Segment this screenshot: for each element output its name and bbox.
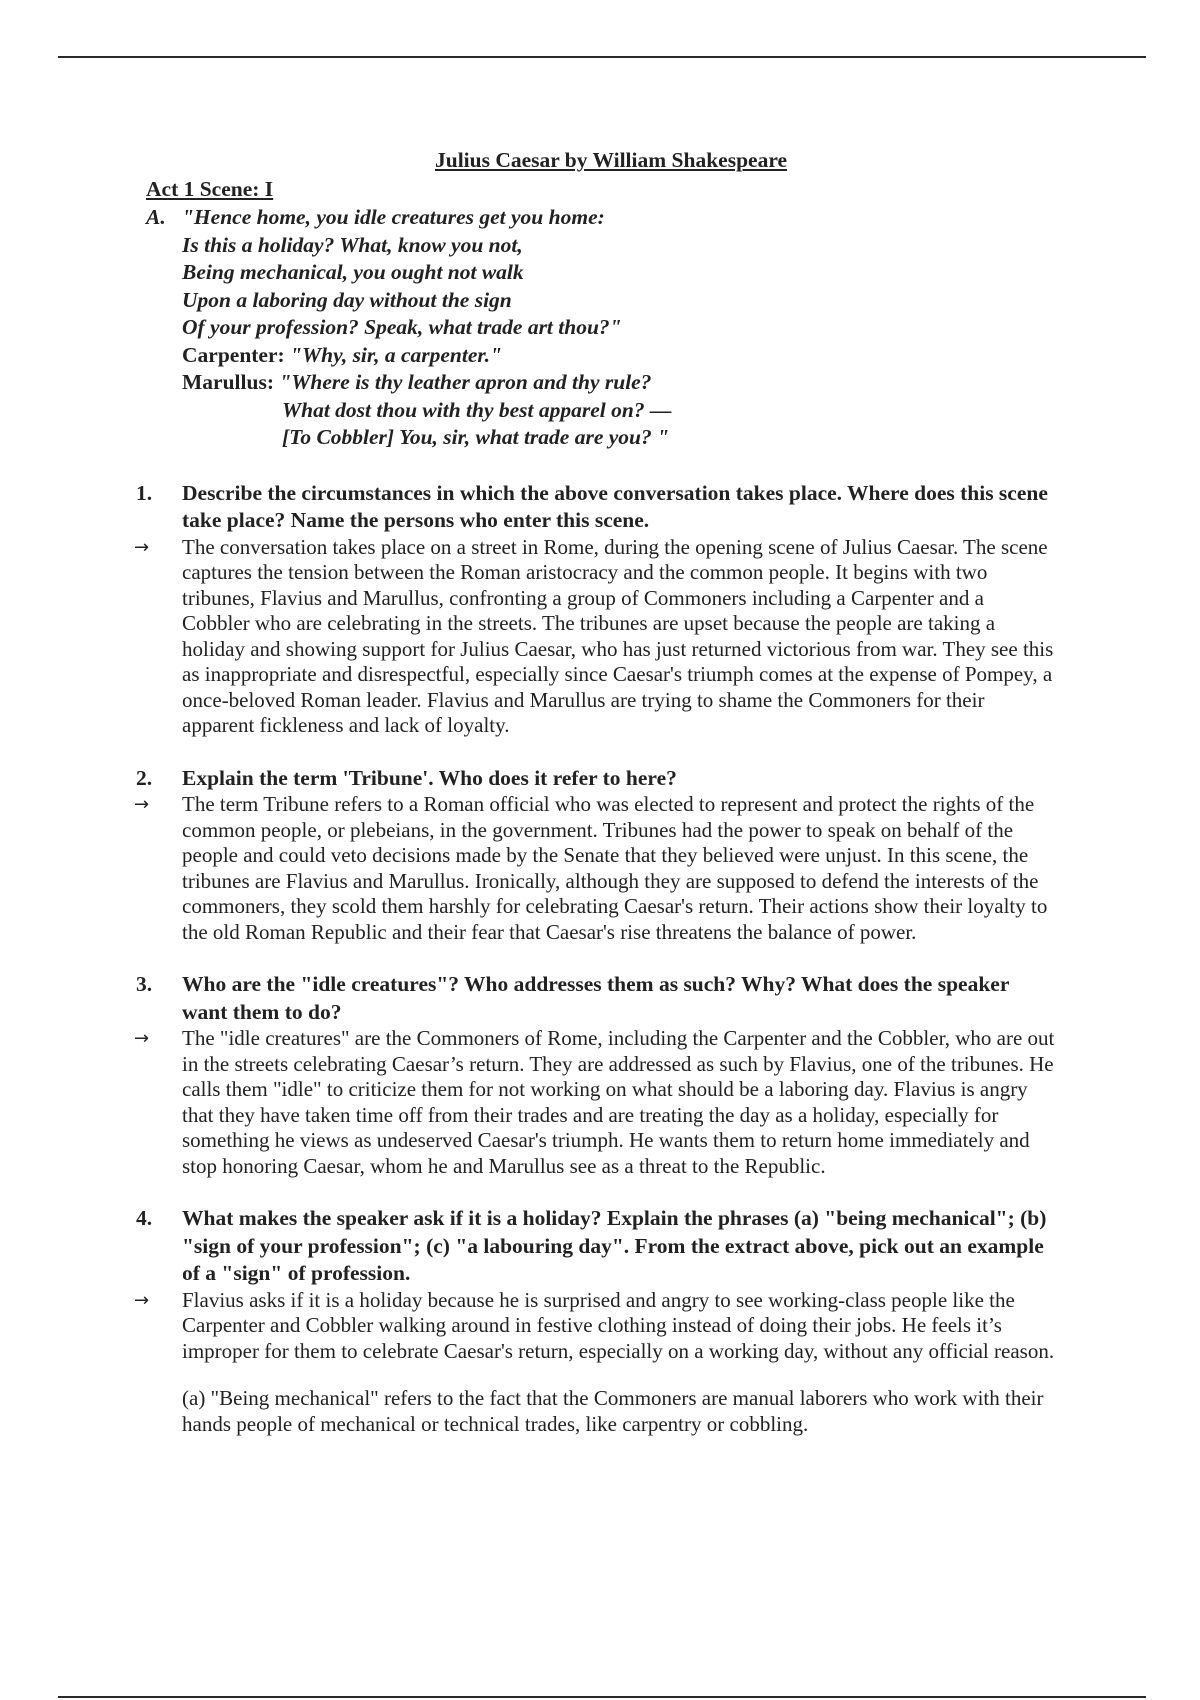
answer-text: Flavius asks if it is a holiday because he is surprised and angry to see working-class people like the Carpenter and Cobbler walking around in festive clothing instead of doing their jobs. He feels it’s improper for them to celebrate Caesar's return, especially on a working day, without any official reason. [182,1287,1055,1363]
answer-text: The "idle creatures" are the Commoners of Rome, including the Carpenter and the Cobbler, who are out in the streets celebrating Caesar’s return. They are addressed as such by Flavius, one of the tribunes. He calls them "idle" to criticize them for not working on what should be a laboring day. Flavius is angry that they have taken time off from their trades and are treating the day as a holiday, especially for something he views as undeserved Caesar's triumph. He wants them to return home immediately and stop honoring Caesar, whom he and Marullus see as a threat to the Republic. [182,1026,1055,1178]
marullus-line-cont: What dost thou with thy best apparel on? — [282,397,672,422]
question-3 [136,971,1056,1026]
document-title: Julius Caesar by William Shakespeare [434,148,788,172]
question-number: 3. [136,972,153,996]
question-text: Who are the "idle creatures"? Who addresses them as such? Why? What does the speaker want them to do? [182,972,1009,1024]
question-4 [136,1205,1056,1288]
answer-part-a: (a) "Being mechanical" refers to the fact that the Commoners are manual laborers who work with their hands people of mechanical or technical trades, like carpentry or cobbling. [182,1386,1044,1436]
extract-line: "Hence home, you idle creatures get you home: [182,205,605,229]
question-2 [136,765,1056,793]
question-number: 4. [136,1206,153,1230]
bottom-rule [58,1696,1146,1698]
marullus-line-cont: [To Cobbler] You, sir, what trade are you? " [282,425,670,449]
extract-block [146,204,1056,452]
answer-3 [134,1026,1056,1179]
question-number: 1. [136,480,153,505]
extract-line: Is this a holiday? What, know you not, [182,232,523,257]
answer-arrow-icon: → [134,1028,150,1049]
answer-text: The term Tribune refers to a Roman official who was elected to represent and protect the rights of the common people, or plebeians, in the government. Tribunes had the power to speak on behalf of the people and could veto decisions made by the Senate that they believed were unjust. In this scene, the tribunes are Flavius and Marullus. Ironically, although they are supposed to defend the interests of the commoners, they scold them harshly for celebrating Caesar's return. Their actions show their loyalty to the old Roman Republic and their fear that Caesar's rise threatens the balance of power. [182,792,1048,944]
carpenter-speech: "Why, sir, a carpenter." [290,342,502,367]
answer-1 [134,534,1056,739]
question-text: What makes the speaker ask if it is a holiday? Explain the phrases (a) "being mechanical"; (b) "sign of your profession"; (c) "a labouring day". From the extract above, pick out an example of a "sign" of profession. [182,1206,1047,1285]
question-1 [136,480,1056,535]
question-text: Explain the term 'Tribune'. Who does it refer to here? [182,765,677,790]
speaker-carpenter: Carpenter: [182,342,285,367]
marullus-line [182,369,1056,397]
answer-text: The conversation takes place on a street in Rome, during the opening scene of Julius Caesar. The scene captures the tension between the Roman aristocracy and the common people. It begins with two tribunes, Flavius and Marullus, confronting a group of Commoners including a Carpenter and a Cobbler who are celebrating in the streets. The tribunes are upset because the people are taking a holiday and showing support for Julius Caesar, who has just returned victorious from war. They see this as inappropriate and disrespectful, especially since Caesar's triumph comes at the expense of Pompey, a once-beloved Roman leader. Flavius and Marullus are trying to shame the Commoners for their apparent fickleness and lack of loyalty. [182,534,1054,737]
question-text: Describe the circumstances in which the above conversation takes place. Where does this scene take place? Name the persons who enter this scene. [182,480,1048,532]
question-number: 2. [136,765,153,790]
extract-line: Being mechanical, you ought not walk [182,260,524,284]
carpenter-line [182,342,1056,370]
answer-arrow-icon: → [134,794,150,815]
marullus-speech: "Where is thy leather apron and thy rule? [279,370,652,394]
scene-heading: Act 1 Scene: I [146,177,274,201]
extract-label: A. [146,205,166,229]
speaker-marullus: Marullus: [182,370,274,394]
answer-4 [134,1287,1056,1438]
answer-arrow-icon: → [134,536,150,558]
extract-line: Upon a laboring day without the sign [182,287,512,312]
answer-arrow-icon: → [134,1289,150,1311]
document-body [134,148,1056,1437]
extract-line: Of your profession? Speak, what trade art thou?" [182,315,622,339]
answer-2 [134,792,1056,945]
top-rule [58,56,1146,58]
